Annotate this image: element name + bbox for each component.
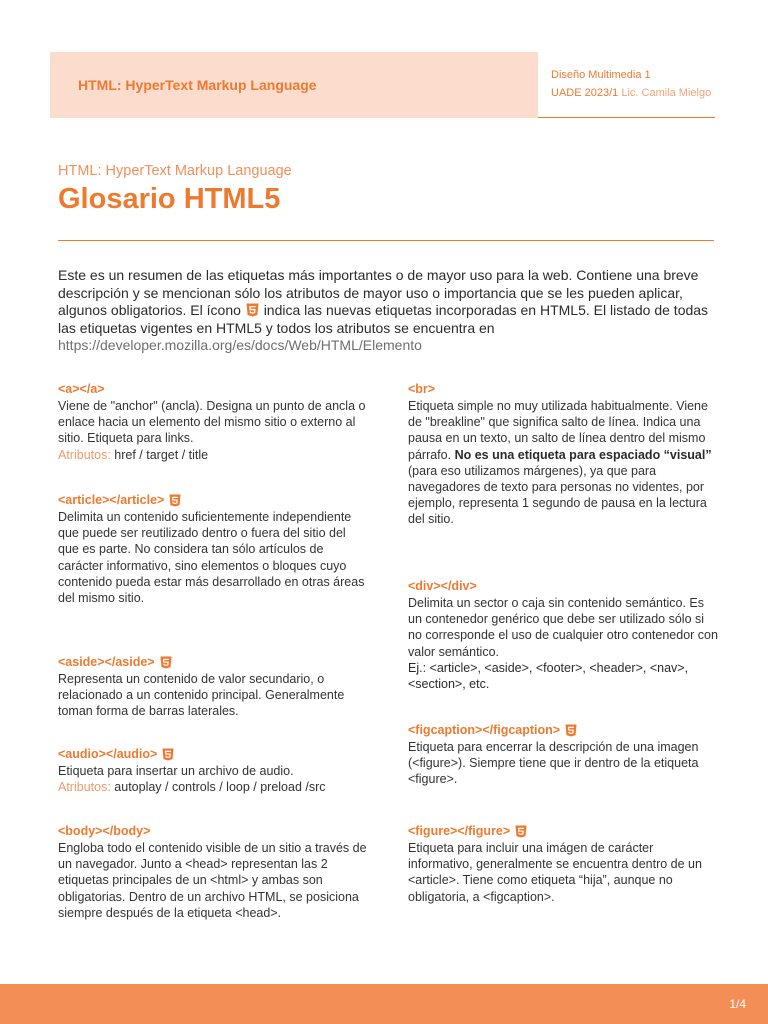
attributes-values: href / target / title — [114, 447, 209, 462]
html5-icon — [515, 825, 527, 838]
entry-figure — [408, 823, 718, 905]
entry-tag: <figcaption></figcaption> — [408, 723, 561, 738]
html5-icon — [169, 494, 181, 507]
entry-tag-row — [58, 654, 368, 671]
entry-tag-row — [408, 823, 718, 840]
page-title: Glosario HTML5 — [58, 183, 281, 215]
entry-tag-row — [408, 722, 718, 739]
attributes-label: Atributos: — [58, 447, 111, 462]
entry-tag-row — [58, 492, 368, 509]
entry-description-part: Etiqueta simple no muy utilizada habitualmente. Viene de "breakline" que significa salto de línea. Indica una pausa en un texto, un salto de línea dentro del mismo párrafo. — [408, 399, 708, 462]
header-title: HTML: HyperText Markup Language — [78, 77, 317, 93]
entry-description: Etiqueta para encerrar la descripción de una imagen (<figure>). Siempre tiene que ir dentro de la etiqueta <figure>. — [408, 740, 699, 787]
title-divider — [58, 240, 714, 241]
entry-attributes — [58, 447, 368, 463]
intro-text-1: Este es un resumen de las etiquetas más importantes o de mayor uso para la web. Contiene una breve descripción y se mencionan sólo los atributos de mayor uso o importancia que se les pueden aplicar, algunos obligatorios. El ícono — [58, 267, 699, 318]
intro-paragraph — [58, 267, 718, 355]
course-teacher: Lic. Camila Mielgo — [621, 87, 712, 99]
entry-description: Etiqueta para incluir una imágen de carácter informativo, generalmente se encuentra dentro de un <article>. Tiene como etiqueta “hija”, aunque no obligatoria, a <figcaption>. — [408, 841, 702, 904]
entry-tag: <aside></aside> — [58, 655, 155, 670]
entry-attributes — [58, 779, 368, 795]
entry-br — [408, 381, 718, 528]
entry-tag: <body></body> — [58, 824, 151, 839]
entry-article — [58, 492, 368, 606]
entry-description: Delimita un sector o caja sin contenido semántico. Es un contenedor genérico que debe ser utilizado sólo si no corresponde el uso de cualquier otro contenedor con valor semántico. — [408, 596, 718, 659]
entry-tag-row — [58, 746, 368, 763]
entry-example: Ej.: <article>, <aside>, <footer>, <header>, <nav>, <section>, etc. — [408, 660, 689, 692]
entry-div — [408, 578, 718, 692]
html5-icon — [246, 303, 259, 317]
entry-description: Delimita un contenido suficientemente independiente que puede ser reutilizado dentro o fuera del sitio del que es parte. No considera tan sólo artículos de carácter informativo, sino elementos o bloques cuyo contenido pueda estar más desarrollado en otras áreas del mismo sitio. — [58, 510, 365, 606]
intro-text-2: indica las nuevas etiquetas incorporadas en HTML5. El listado de todas las etiquetas vigentes en HTML5 y todos los atributos se encuentra en — [58, 302, 709, 336]
entry-description: Viene de "anchor" (ancla). Designa un punto de ancla o enlace hacia un elemento del mismo sitio o externo al sitio. Etiqueta para links. — [58, 399, 366, 446]
mdn-link[interactable]: https://developer.mozilla.org/es/docs/Web/HTML/Elemento — [58, 337, 422, 353]
entry-tag: <article></article> — [58, 493, 165, 508]
entry-description: Etiqueta para insertar un archivo de audio. — [58, 764, 294, 778]
footer-bar — [0, 984, 768, 1024]
course-name: Diseño Multimedia 1 — [551, 69, 651, 81]
attributes-values: autoplay / controls / loop / preload /src — [114, 780, 326, 795]
entry-tag: <div></div> — [408, 579, 477, 594]
course-info — [551, 66, 715, 102]
entry-aside — [58, 654, 368, 720]
attributes-label: Atributos: — [58, 780, 111, 795]
entry-tag: <br> — [408, 382, 436, 397]
html5-icon — [565, 724, 577, 737]
html5-icon — [162, 748, 174, 761]
entry-tag: <audio></audio> — [58, 747, 158, 762]
entry-tag: <a></a> — [58, 382, 105, 397]
entry-description: Engloba todo el contenido visible de un sitio a través de un navegador. Junto a <head> representan las 2 etiquetas principales de un <html> y ambas son obligatorias. Dentro de un archivo HTML, se posiciona siempre después de la etiqueta <head>. — [58, 841, 367, 920]
entry-description-part: (para eso utilizamos márgenes), ya que para navegadores de texto para personas no videntes, por ejemplo, representa 1 segundo de pausa en la lectura del sitio. — [408, 463, 707, 527]
header-divider — [538, 117, 715, 118]
entry-description: Representa un contenido de valor secundario, o relacionado a un contenido principal. Generalmente toman forma de barras laterales. — [58, 672, 345, 719]
course-term-line — [551, 84, 715, 102]
entry-description — [408, 398, 718, 528]
entry-body — [58, 823, 368, 921]
entry-figcaption — [408, 722, 718, 788]
entry-audio — [58, 746, 368, 795]
html5-icon — [160, 656, 172, 669]
entry-description-emphasis: No es una etiqueta para espaciado “visual” — [454, 447, 712, 462]
entry-tag: <figure></figure> — [408, 824, 511, 839]
page-number: 1/4 — [729, 997, 746, 1011]
entry-a — [58, 381, 368, 463]
page-kicker: HTML: HyperText Markup Language — [58, 163, 292, 179]
header-band — [50, 52, 538, 118]
course-term: UADE 2023/1 — [551, 87, 619, 99]
